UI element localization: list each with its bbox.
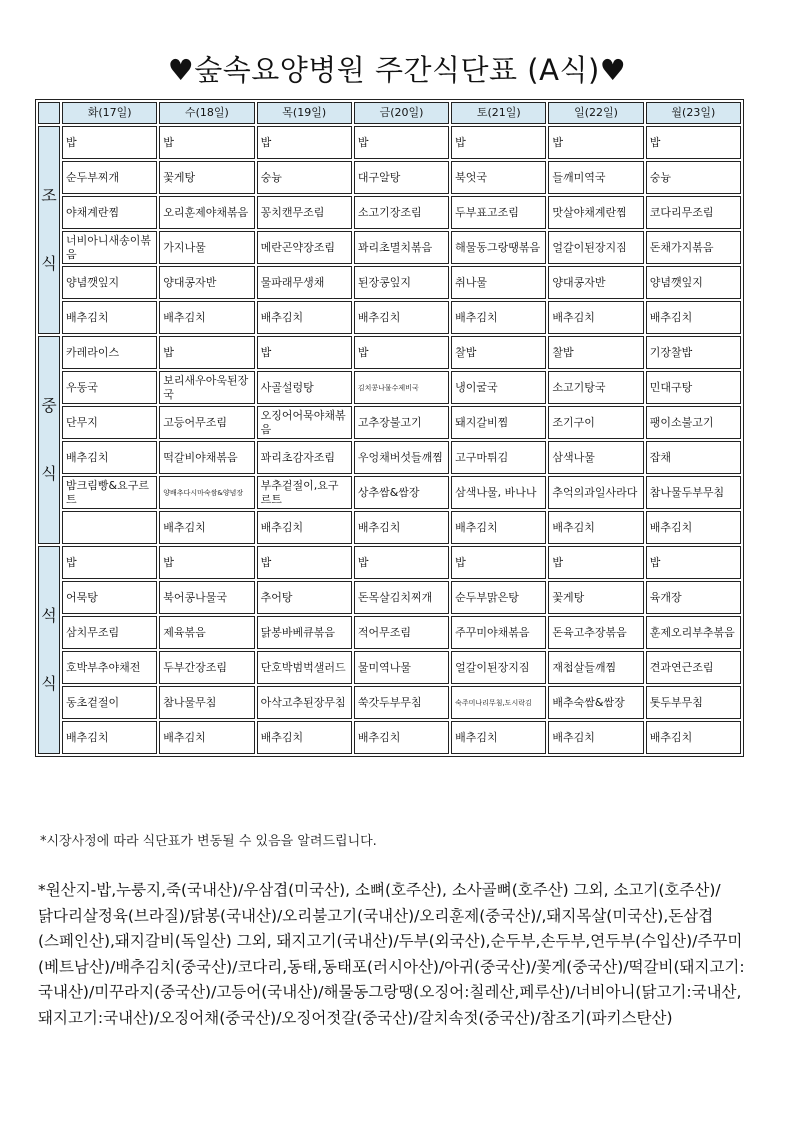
menu-item: 밥 [548,546,643,579]
menu-item: 북엇국 [451,161,546,194]
menu-item: 육개장 [646,581,741,614]
menu-item: 해물동그랑땡볶음 [451,231,546,264]
menu-item: 밥 [354,126,449,159]
menu-item: 배추김치 [646,301,741,334]
menu-item: 잡채 [646,441,741,474]
menu-item: 배추김치 [451,721,546,754]
menu-item [62,511,157,544]
menu-item: 어묵탕 [62,581,157,614]
menu-item: 쑥갓두부무침 [354,686,449,719]
menu-item: 북어콩나물국 [159,581,254,614]
menu-item: 양대콩자반 [548,266,643,299]
menu-row [38,126,741,159]
menu-item: 제육볶음 [159,616,254,649]
menu-item: 소고기장조림 [354,196,449,229]
menu-item: 순두부맑은탕 [451,581,546,614]
menu-item: 배추김치 [354,511,449,544]
menu-item: 대구알탕 [354,161,449,194]
menu-item: 메란곤약장조림 [257,231,352,264]
menu-item: 꽁치캔무조림 [257,196,352,229]
menu-item: 고구마튀김 [451,441,546,474]
menu-item: 밥 [354,336,449,369]
menu-item: 밥 [646,126,741,159]
meal-label: 석 식 [38,546,60,754]
menu-item: 냉이굴국 [451,371,546,404]
menu-item: 맛살야채계란찜 [548,196,643,229]
menu-row [38,616,741,649]
menu-item: 삼치무조림 [62,616,157,649]
menu-item: 배추김치 [354,301,449,334]
menu-item: 배추김치 [354,721,449,754]
meal-label: 조 식 [38,126,60,334]
meal-label: 중 식 [38,336,60,544]
menu-item: 얼갈이된장지짐 [451,651,546,684]
menu-row [38,651,741,684]
menu-item: 배추김치 [159,511,254,544]
menu-item: 취나물 [451,266,546,299]
menu-item: 밥 [257,546,352,579]
menu-item: 기장찰밥 [646,336,741,369]
menu-item: 추어탕 [257,581,352,614]
menu-item: 배추김치 [451,301,546,334]
menu-item: 돼지갈비찜 [451,406,546,439]
menu-row [38,581,741,614]
menu-item: 두부간장조림 [159,651,254,684]
menu-item: 밥 [354,546,449,579]
menu-item: 배추김치 [257,721,352,754]
menu-row [38,161,741,194]
menu-item: 아삭고추된장무침 [257,686,352,719]
price-change-notice: *시장사정에 따라 식단표가 변동될 수 있음을 알려드립니다. [40,834,377,849]
menu-item: 배추김치 [548,301,643,334]
menu-item: 호박부추야채전 [62,651,157,684]
menu-item: 조기구이 [548,406,643,439]
menu-item: 양대콩자반 [159,266,254,299]
menu-item: 물미역나물 [354,651,449,684]
menu-item: 김치콩나물수제비국 [354,371,449,404]
menu-row [38,231,741,264]
menu-item: 꽈리초멸치볶음 [354,231,449,264]
header-corner [38,102,60,124]
menu-item: 사골설렁탕 [257,371,352,404]
menu-item: 양배추다시마숙쌈&양념장 [159,476,254,509]
menu-item: 우동국 [62,371,157,404]
menu-item: 주꾸미야채볶음 [451,616,546,649]
menu-item: 된장콩잎지 [354,266,449,299]
menu-item: 밥 [548,126,643,159]
menu-item: 숙주미나리무침,도시락김 [451,686,546,719]
menu-item: 배추김치 [548,511,643,544]
menu-row [38,721,741,754]
menu-row [38,371,741,404]
menu-row [38,511,741,544]
day-header: 화(17일) [62,102,157,124]
menu-item: 얼갈이된장지짐 [548,231,643,264]
menu-item: 단호박범벅샐러드 [257,651,352,684]
menu-item: 찰밥 [451,336,546,369]
menu-item: 참나물두부무침 [646,476,741,509]
menu-row [38,686,741,719]
menu-row [38,546,741,579]
menu-item: 밥 [159,546,254,579]
menu-item: 야채계란찜 [62,196,157,229]
menu-item: 고등어무조림 [159,406,254,439]
menu-item: 닭봉바베큐볶음 [257,616,352,649]
menu-item: 참나물무침 [159,686,254,719]
day-header: 월(23일) [646,102,741,124]
day-header: 목(19일) [257,102,352,124]
menu-item: 훈제오리부추볶음 [646,616,741,649]
menu-item: 상추쌈&쌈장 [354,476,449,509]
menu-item: 밥 [159,126,254,159]
menu-item: 팽이소불고기 [646,406,741,439]
menu-item: 밥 [62,126,157,159]
menu-item: 코다리무조림 [646,196,741,229]
menu-item: 들깨미역국 [548,161,643,194]
menu-item: 배추김치 [646,511,741,544]
menu-item: 밥 [257,336,352,369]
menu-row [38,406,741,439]
day-header: 일(22일) [548,102,643,124]
day-header: 토(21일) [451,102,546,124]
menu-item: 민대구탕 [646,371,741,404]
menu-item: 부추겉절이,요구르트 [257,476,352,509]
menu-item: 보리새우아욱된장국 [159,371,254,404]
menu-row [38,476,741,509]
menu-item: 동초겉절이 [62,686,157,719]
menu-item: 가지나물 [159,231,254,264]
menu-item: 꽃게탕 [159,161,254,194]
menu-row [38,196,741,229]
menu-item: 밥 [257,126,352,159]
menu-item: 너비아니새송이볶음 [62,231,157,264]
menu-item: 배추김치 [257,511,352,544]
menu-item: 밤크림빵&요구르트 [62,476,157,509]
menu-item: 밥 [451,126,546,159]
day-header-row [38,102,741,124]
menu-item: 단무지 [62,406,157,439]
menu-item: 삼색나물, 바나나 [451,476,546,509]
menu-item: 돈채가지볶음 [646,231,741,264]
menu-item: 돈목살김치찌개 [354,581,449,614]
menu-item: 양념깻잎지 [646,266,741,299]
menu-item: 두부표고조림 [451,196,546,229]
menu-item: 숭늉 [646,161,741,194]
menu-item: 견과연근조림 [646,651,741,684]
weekly-menu-table [35,99,744,757]
menu-row [38,266,741,299]
menu-item: 떡갈비야채볶음 [159,441,254,474]
menu-item: 꽈리초감자조림 [257,441,352,474]
menu-item: 배추김치 [646,721,741,754]
menu-item: 꽃게탕 [548,581,643,614]
menu-row [38,301,741,334]
menu-item: 밥 [62,546,157,579]
menu-item: 적어무조림 [354,616,449,649]
menu-item: 돈육고추장볶음 [548,616,643,649]
page-title: ♥숲속요양병원 주간식단표 (A식)♥ [167,53,627,87]
day-header: 수(18일) [159,102,254,124]
menu-item: 소고기탕국 [548,371,643,404]
menu-item: 밥 [646,546,741,579]
menu-item: 배추김치 [548,721,643,754]
menu-item: 톳두부무침 [646,686,741,719]
menu-row [38,441,741,474]
day-header: 금(20일) [354,102,449,124]
menu-item: 오징어어묵야채볶음 [257,406,352,439]
menu-item: 오리훈제야채볶음 [159,196,254,229]
menu-item: 배추김치 [451,511,546,544]
menu-item: 물파래무생채 [257,266,352,299]
menu-item: 배추김치 [159,721,254,754]
menu-item: 배추김치 [62,441,157,474]
menu-item: 밥 [451,546,546,579]
menu-item: 배추김치 [257,301,352,334]
menu-item: 우엉채버섯들깨찜 [354,441,449,474]
menu-item: 추억의과일사라다 [548,476,643,509]
menu-item: 배추김치 [62,301,157,334]
menu-item: 밥 [159,336,254,369]
menu-item: 양념깻잎지 [62,266,157,299]
menu-item: 재첩살들깨찜 [548,651,643,684]
menu-item: 숭늉 [257,161,352,194]
menu-item: 배추김치 [159,301,254,334]
menu-item: 찰밥 [548,336,643,369]
menu-row [38,336,741,369]
origin-info: *원산지-밥,누룽지,죽(국내산)/우삼겹(미국산), 소뼈(호주산), 소사골뼈(호주산) 그외, 소고기(호주산)/닭다리살정육(브라질)/닭봉(국내산)/오리불고기(국내산)/오리훈제(중국산)/,돼지목살(미국산),돈삼겹(스페인산),돼지갈비(독일산) 그외, 돼지고기(국내산)/두부(외국산),순두부,손두부,연두부(수입산)/주꾸미(베트남산)/배추김치(중국산)/코다리,동태,동태포(러시아산)/아귀(중국산)/꽃게(중국산)/떡갈비(돼지고기:국내산)/미꾸라지(중국산)/고등어(국내산)/해물동그랑땡(오징어:칠레산,페루산)/너비아니(닭고기:국내산,돼지고기:국내산)/오징어채(중국산)/오징어젓갈(중국산)/갈치속젓(중국산)/참조기(파키스탄산) [38,881,745,1027]
menu-item: 카레라이스 [62,336,157,369]
menu-item: 배추숙쌈&쌈장 [548,686,643,719]
menu-item: 순두부찌개 [62,161,157,194]
menu-item: 삼색나물 [548,441,643,474]
menu-item: 고추장불고기 [354,406,449,439]
menu-item: 배추김치 [62,721,157,754]
